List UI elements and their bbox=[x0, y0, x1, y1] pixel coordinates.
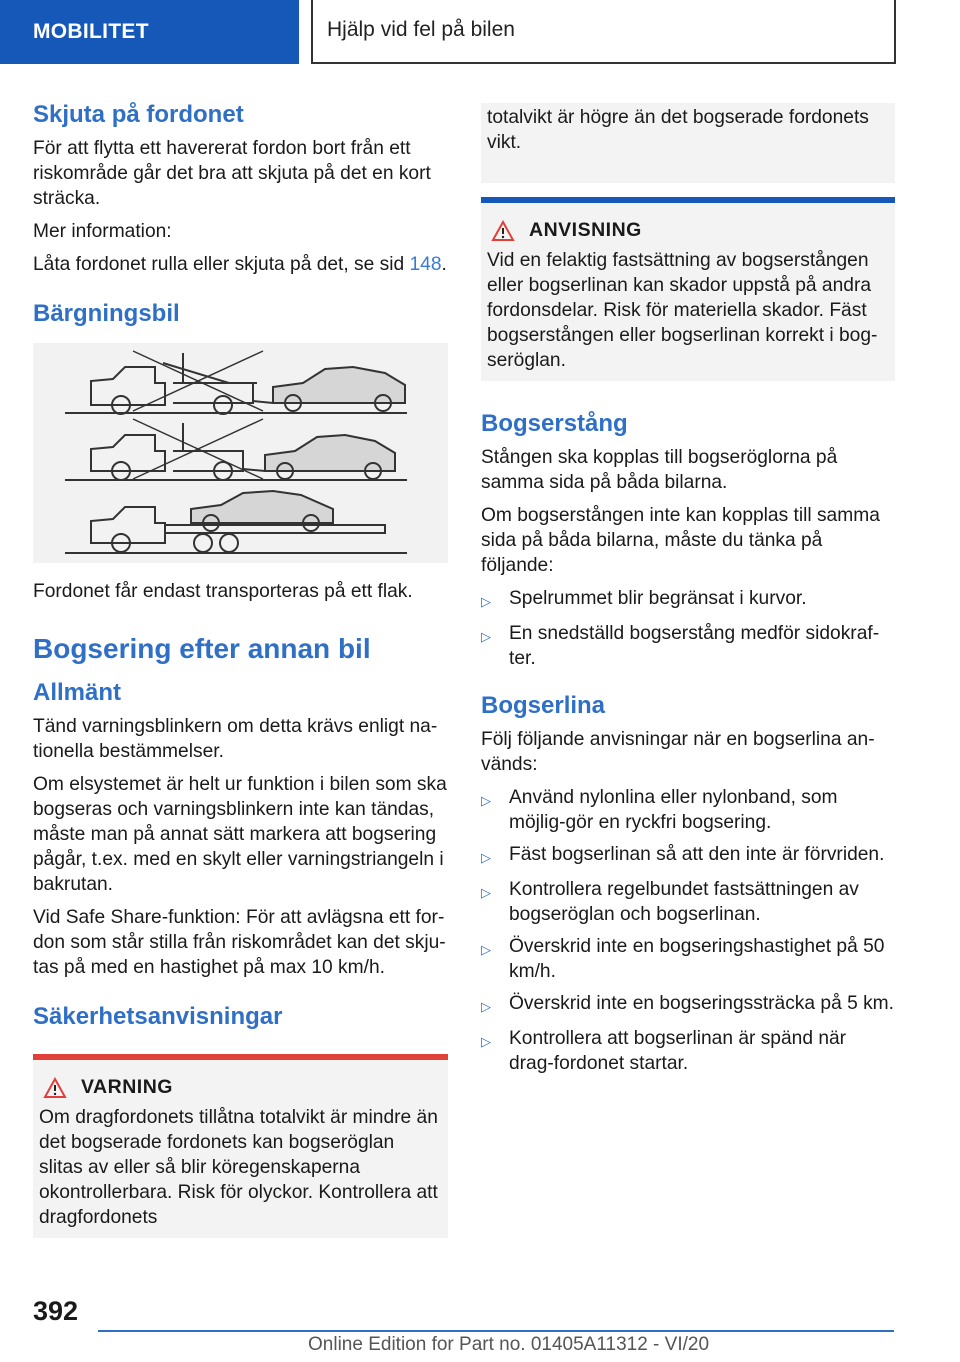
warning-box bbox=[33, 1054, 448, 1238]
general-paragraph-3: Vid Safe Share-funktion: För att avlägsna ett for-don som står stilla från riskområdet kan det skju-tas på med en hastighet på max 10 km/h. bbox=[33, 907, 446, 978]
notice-text: Vid en felaktig fastsättning av bogserstången eller bogserlinan kan skador uppstå på andra fordonsdelar. Risk för materiella skador. Fäst bogserstången eller bogserlinan korrekt i bog-seröglan. bbox=[487, 250, 878, 371]
bullet-triangle-icon: ▷ bbox=[481, 850, 491, 865]
bullet-triangle-icon: ▷ bbox=[481, 1034, 491, 1049]
right-column bbox=[481, 103, 895, 1084]
footer-edition: Online Edition for Part no. 01405A11312 - VI/20 bbox=[308, 1334, 710, 1355]
page-link[interactable]: 148 bbox=[409, 254, 442, 275]
tow-bar-list bbox=[481, 586, 895, 671]
push-heading: Skjuta på fordonet bbox=[33, 101, 244, 128]
tow-rope-paragraph: Följ följande anvisningar när en bogserlina an-vänds: bbox=[481, 729, 875, 775]
tow-bar-heading: Bogserstång bbox=[481, 410, 628, 437]
section-tab: MOBILITET bbox=[0, 0, 299, 64]
tow-rope-heading: Bogserlina bbox=[481, 692, 606, 719]
general-heading: Allmänt bbox=[33, 679, 122, 706]
tow-rope-list bbox=[481, 785, 895, 1076]
list-item: ▷ Kontrollera att bogserlinan är spänd när drag-fordonet startar. bbox=[481, 1028, 847, 1074]
figure-caption: Fordonet får endast transporteras på ett flak. bbox=[33, 581, 413, 602]
left-column bbox=[33, 100, 448, 1238]
tow-bar-paragraph-1: Stången ska kopplas till bogseröglorna på samma sida på båda bilarna. bbox=[481, 447, 838, 493]
page-number: 392 bbox=[33, 1296, 79, 1326]
tow-truck-illustration bbox=[33, 343, 448, 563]
list-item: ▷ Överskrid inte en bogseringshastighet på 50 km/h. bbox=[481, 936, 885, 982]
list-item: ▷ En snedställd bogserstång medför sidokraf-ter. bbox=[481, 623, 880, 669]
warning-continuation-text: totalvikt är högre än det bogserade fordonets vikt. bbox=[487, 107, 869, 153]
push-paragraph: För att flytta ett havererat fordon bort från ett riskområde går det bra att skjuta på det en kort sträcka. bbox=[33, 138, 431, 209]
list-item: ▷ Använd nylonlina eller nylonband, som möjlig-gör en ryckfri bogsering. bbox=[481, 787, 838, 833]
bullet-triangle-icon: ▷ bbox=[481, 999, 491, 1014]
warning-text: Om dragfordonets tillåtna totalvikt är mindre än det bogserade fordonets kan bogseröglan slitas av eller så blir köregenskaperna okontrollerbara. Risk för olyckor. Kontrollera att dragfordonets bbox=[39, 1107, 438, 1228]
warning-triangle-icon bbox=[43, 1077, 67, 1099]
bullet-triangle-icon: ▷ bbox=[481, 629, 491, 644]
tow-bar-paragraph-2: Om bogserstången inte kan kopplas till samma sida på båda bilarna, måste du tänka på följande: bbox=[481, 505, 880, 576]
towing-heading: Bogsering efter annan bil bbox=[33, 633, 371, 664]
list-item: ▷ Kontrollera regelbundet fastsättningen av bogseröglan och bogserlinan. bbox=[481, 879, 859, 925]
bullet-triangle-icon: ▷ bbox=[481, 793, 491, 808]
push-reference: Låta fordonet rulla eller skjuta på det, se sid 148. bbox=[33, 254, 447, 275]
tow-truck-drawing bbox=[33, 343, 448, 563]
list-item: ▷ Fäst bogserlinan så att den inte är förvriden. bbox=[481, 842, 895, 870]
bullet-triangle-icon: ▷ bbox=[481, 594, 491, 609]
bullet-triangle-icon: ▷ bbox=[481, 942, 491, 957]
footer-divider bbox=[98, 1330, 894, 1332]
general-paragraph-1: Tänd varningsblinkern om detta krävs enligt na-tionella bestämmelser. bbox=[33, 716, 438, 762]
page-header-title: Hjälp vid fel på bilen bbox=[311, 0, 896, 64]
safety-heading: Säkerhetsanvisningar bbox=[33, 1003, 283, 1030]
tow-truck-heading: Bärgningsbil bbox=[33, 300, 180, 327]
more-info-label: Mer information: bbox=[33, 221, 172, 242]
warning-continuation bbox=[481, 103, 895, 183]
notice-box bbox=[481, 197, 895, 381]
warning-triangle-icon bbox=[491, 220, 515, 242]
general-paragraph-2: Om elsystemet är helt ur funktion i bilen som ska bogseras och varningsblinkern inte kan tändas, måste man på annat sätt markera att bogsering pågår, t.ex. med en skylt eller varningstriangeln i bakrutan. bbox=[33, 774, 447, 895]
bullet-triangle-icon: ▷ bbox=[481, 885, 491, 900]
notice-title: ANVISNING bbox=[529, 219, 642, 241]
list-item: ▷ Spelrummet blir begränsat i kurvor. bbox=[481, 586, 895, 614]
warning-title: VARNING bbox=[81, 1076, 173, 1098]
list-item: ▷ Överskrid inte en bogseringssträcka på 5 km. bbox=[481, 991, 895, 1019]
